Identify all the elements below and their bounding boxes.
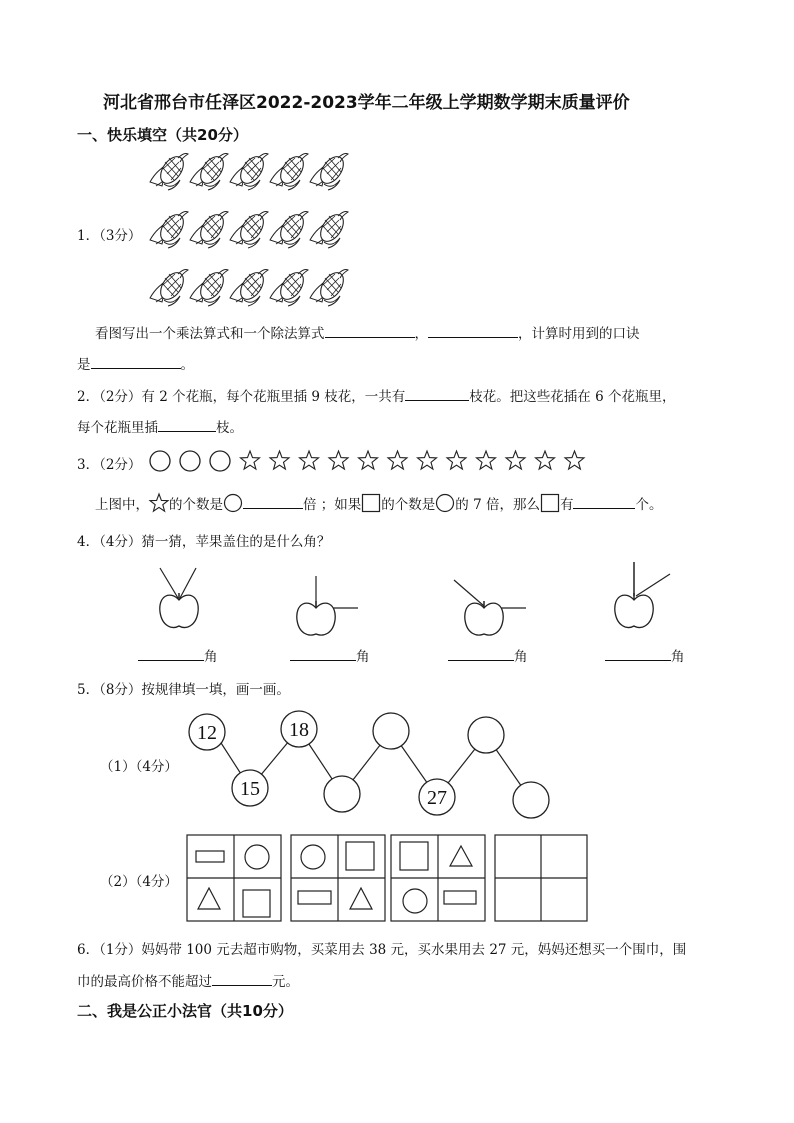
q6-blank-price[interactable] [212, 971, 272, 986]
circle-icon [435, 493, 455, 513]
q2-line-1: 2．（2分）有 2 个花瓶，每个花瓶里插 9 枝花，一共有 枝花。把这些花插在 6 个花瓶里， [77, 385, 675, 405]
q1-blank-rhyme[interactable] [91, 354, 181, 369]
q1-blank-multiply[interactable] [325, 323, 415, 338]
q2-line-2: 每个花瓶里插 枝。 [77, 416, 243, 436]
q1-line-2: 是 。 [77, 353, 194, 373]
q1-blank-divide[interactable] [428, 323, 518, 338]
q4-answer-4: 角 [605, 645, 685, 665]
circle-icon [223, 493, 243, 513]
q3-line: 上图中， 的个数是 倍 ；如果 的个数是 的 7 倍，那么 有 个。 [95, 493, 662, 513]
corn-row-2 [150, 211, 348, 248]
q4-answer-3: 角 [448, 645, 528, 665]
star-shape [477, 451, 496, 469]
star-shape [270, 451, 289, 469]
circle-shape [210, 451, 230, 471]
apple-angle-1 [150, 562, 210, 634]
q6-line-1: 6．（1分）妈妈带 100 元去超市购物，买菜用去 38 元，买水果用去 27 元，妈妈还想买一个围巾，围 [77, 942, 687, 958]
section-2-heading: 二、我是公正小法官（共10分） [77, 1002, 293, 1020]
apple-angle-3 [450, 574, 530, 638]
q2-blank-each[interactable] [158, 417, 216, 432]
star-shape [329, 451, 348, 469]
star-shape [418, 451, 437, 469]
zigzag-circle-empty-4 [513, 782, 549, 818]
number-zigzag [185, 708, 555, 820]
star-shape [565, 451, 584, 469]
q5-text: 5．（8分）按规律填一填，画一画。 [77, 682, 290, 698]
zigzag-circle-empty-2 [373, 713, 409, 749]
corn-row-3 [150, 269, 348, 306]
q1-number: 1．（3分） [77, 228, 142, 244]
square-icon [361, 493, 381, 513]
shape-pattern-grids [186, 834, 588, 924]
q1-line-1: 看图写出一个乘法算式和一个除法算式 ， ，计算时用到的口诀 [95, 322, 640, 342]
q3-blank-times[interactable] [243, 494, 303, 509]
zigzag-number-15: 15 [240, 778, 260, 800]
q3-blank-count[interactable] [573, 494, 635, 509]
q4-blank-2[interactable] [290, 646, 356, 661]
q4-answer-2: 角 [290, 645, 370, 665]
q3-shapes [148, 450, 588, 474]
star-icon [149, 493, 169, 513]
q4-blank-1[interactable] [138, 646, 204, 661]
star-shape [388, 451, 407, 469]
star-shape [300, 451, 319, 469]
zigzag-circle-empty-1 [324, 776, 360, 812]
circle-shape [180, 451, 200, 471]
q5-part-2-label: （2）（4分） [100, 874, 178, 890]
star-shape [506, 451, 525, 469]
square-icon [540, 493, 560, 513]
q4-answer-1: 角 [138, 645, 218, 665]
q4-blank-4[interactable] [605, 646, 671, 661]
apple-angle-2 [292, 574, 362, 638]
zigzag-number-18: 18 [289, 719, 309, 741]
corn-illustration [148, 150, 358, 312]
star-shape [241, 451, 260, 469]
q6-line-2: 巾的最高价格不能超过 元。 [77, 970, 299, 990]
star-shape [536, 451, 555, 469]
corn-row-1 [150, 153, 348, 190]
q4-text: 4．（4分）猜一猜，苹果盖住的是什么角？ [77, 534, 331, 550]
star-shape [447, 451, 466, 469]
circle-shape [150, 451, 170, 471]
zigzag-number-27: 27 [427, 787, 447, 809]
star-shape [359, 451, 378, 469]
page-title: 河北省邢台市任泽区2022-2023学年二年级上学期数学期末质量评价 [103, 93, 630, 113]
apple-angle-4 [612, 560, 676, 636]
section-1-heading: 一、快乐填空（共20分） [77, 126, 248, 144]
q2-blank-total[interactable] [405, 386, 469, 401]
zigzag-circle-empty-3 [468, 717, 504, 753]
q4-blank-3[interactable] [448, 646, 514, 661]
zigzag-number-12: 12 [197, 722, 217, 744]
q3-number: 3．（2分） [77, 457, 142, 473]
q5-part-1-label: （1）（4分） [100, 759, 178, 775]
